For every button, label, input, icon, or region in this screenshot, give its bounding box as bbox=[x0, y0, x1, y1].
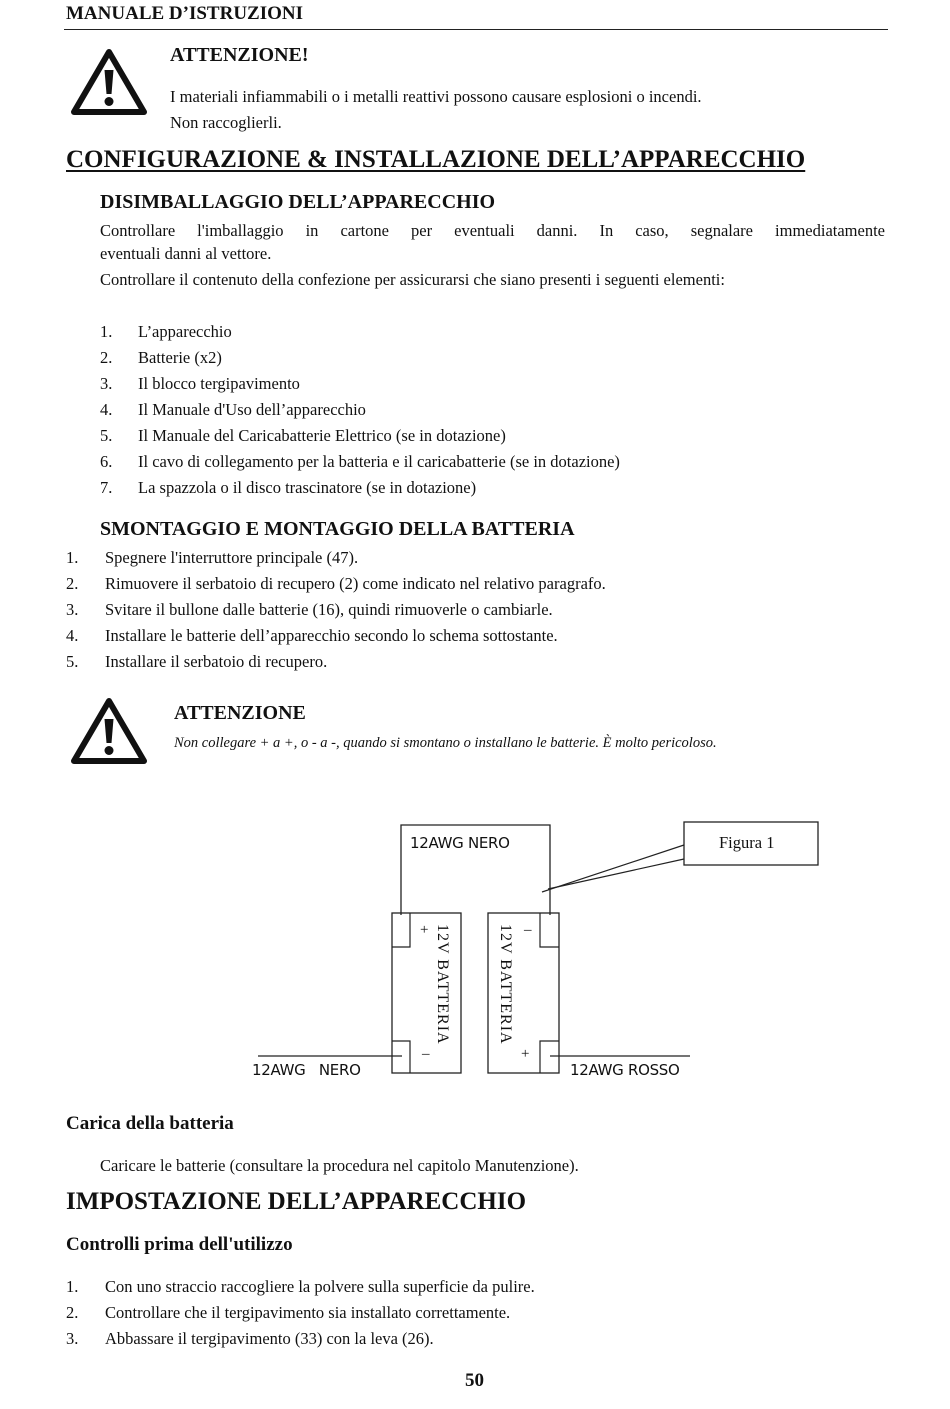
list-item-number: 1. bbox=[66, 1277, 79, 1296]
unpacking-paragraph-line2: eventuali danni al vettore. bbox=[100, 244, 272, 263]
list-item-number: 6. bbox=[100, 452, 113, 471]
warning-title: ATTENZIONE! bbox=[170, 44, 309, 66]
list-item: Il cavo di collegamento per la batteria e il caricabatterie (se in dotazione) bbox=[138, 452, 620, 471]
list-item: Batterie (x2) bbox=[138, 348, 222, 367]
warning-title: ATTENZIONE bbox=[174, 702, 306, 724]
subsection-title-checks: Controlli prima dell'utilizzo bbox=[66, 1234, 293, 1255]
list-item: Controllare che il tergipavimento sia installato correttamente. bbox=[105, 1303, 511, 1322]
wire-label-bottom-right: 12AWG ROSSO bbox=[570, 1061, 680, 1079]
battery-right-plus: + bbox=[521, 1046, 530, 1062]
warning-text-line1: I materiali infiammabili o i metalli reattivi possono causare esplosioni o incendi. bbox=[170, 87, 702, 106]
list-item: Rimuovere il serbatoio di recupero (2) come indicato nel relativo paragrafo. bbox=[105, 574, 606, 593]
battery-left-minus: – bbox=[422, 1046, 430, 1062]
list-item-number: 1. bbox=[66, 548, 79, 567]
list-item: Con uno straccio raccogliere la polvere sulla superficie da pulire. bbox=[105, 1277, 535, 1296]
list-item-number: 3. bbox=[66, 1329, 79, 1348]
list-item: Installare le batterie dell’apparecchio secondo lo schema sottostante. bbox=[105, 626, 558, 645]
list-item-number: 4. bbox=[100, 400, 113, 419]
warning-text-line2: Non raccoglierli. bbox=[170, 113, 282, 132]
battery-right-minus: – bbox=[524, 922, 532, 938]
warning-text: Non collegare + a +, o - a -, quando si smontano o installano le batterie. È molto pericoloso. bbox=[174, 735, 717, 751]
manual-header: MANUALE D’ISTRUZIONI bbox=[66, 3, 303, 24]
list-item-number: 5. bbox=[66, 652, 79, 671]
list-item: Il blocco tergipavimento bbox=[138, 374, 300, 393]
section-title-configuration: CONFIGURAZIONE & INSTALLAZIONE DELL’APPARECCHIO bbox=[66, 146, 806, 173]
list-item: Installare il serbatoio di recupero. bbox=[105, 652, 328, 671]
wire-label-bottom-left: 12AWG NERO bbox=[252, 1061, 361, 1079]
subsection-title-charging: Carica della batteria bbox=[66, 1113, 234, 1134]
list-item-number: 3. bbox=[100, 374, 113, 393]
list-item-number: 4. bbox=[66, 626, 79, 645]
section-title-setup: IMPOSTAZIONE DELL’APPARECCHIO bbox=[66, 1188, 527, 1215]
list-item-number: 2. bbox=[66, 1303, 79, 1322]
list-item: Svitare il bullone dalle batterie (16), quindi rimuoverle o cambiarle. bbox=[105, 600, 553, 619]
list-item: Spegnere l'interruttore principale (47). bbox=[105, 548, 359, 567]
list-item: L’apparecchio bbox=[138, 322, 232, 341]
list-item: La spazzola o il disco trascinatore (se in dotazione) bbox=[138, 478, 477, 497]
battery-left-label: 12V BATTERIA bbox=[434, 924, 451, 1045]
subsection-title-battery: SMONTAGGIO E MONTAGGIO DELLA BATTERIA bbox=[100, 518, 575, 540]
battery-left-plus: + bbox=[420, 922, 429, 938]
list-item-number: 2. bbox=[100, 348, 113, 367]
battery-right-label: 12V BATTERIA bbox=[497, 924, 514, 1045]
list-item: Il Manuale del Caricabatterie Elettrico (se in dotazione) bbox=[138, 426, 506, 445]
list-item: Il Manuale d'Uso dell’apparecchio bbox=[138, 400, 366, 419]
list-item-number: 1. bbox=[100, 322, 113, 341]
list-item-number: 3. bbox=[66, 600, 79, 619]
list-item-number: 5. bbox=[100, 426, 113, 445]
unpacking-paragraph-line1: Controllare l'imballaggio in cartone per eventuali danni. In caso, segnalare immediatamente bbox=[100, 221, 885, 240]
wire-label-top: 12AWG NERO bbox=[410, 834, 510, 852]
subsection-title-unpacking: DISIMBALLAGGIO DELL’APPARECCHIO bbox=[100, 191, 496, 213]
page-number: 50 bbox=[465, 1370, 484, 1391]
figure-label: Figura 1 bbox=[719, 833, 775, 852]
list-item-number: 2. bbox=[66, 574, 79, 593]
unpacking-paragraph2: Controllare il contenuto della confezione per assicurarsi che siano presenti i seguenti elementi: bbox=[100, 270, 725, 289]
list-item: Abbassare il tergipavimento (33) con la leva (26). bbox=[105, 1329, 434, 1348]
charging-text: Caricare le batterie (consultare la procedura nel capitolo Manutenzione). bbox=[100, 1156, 579, 1175]
list-item-number: 7. bbox=[100, 478, 113, 497]
